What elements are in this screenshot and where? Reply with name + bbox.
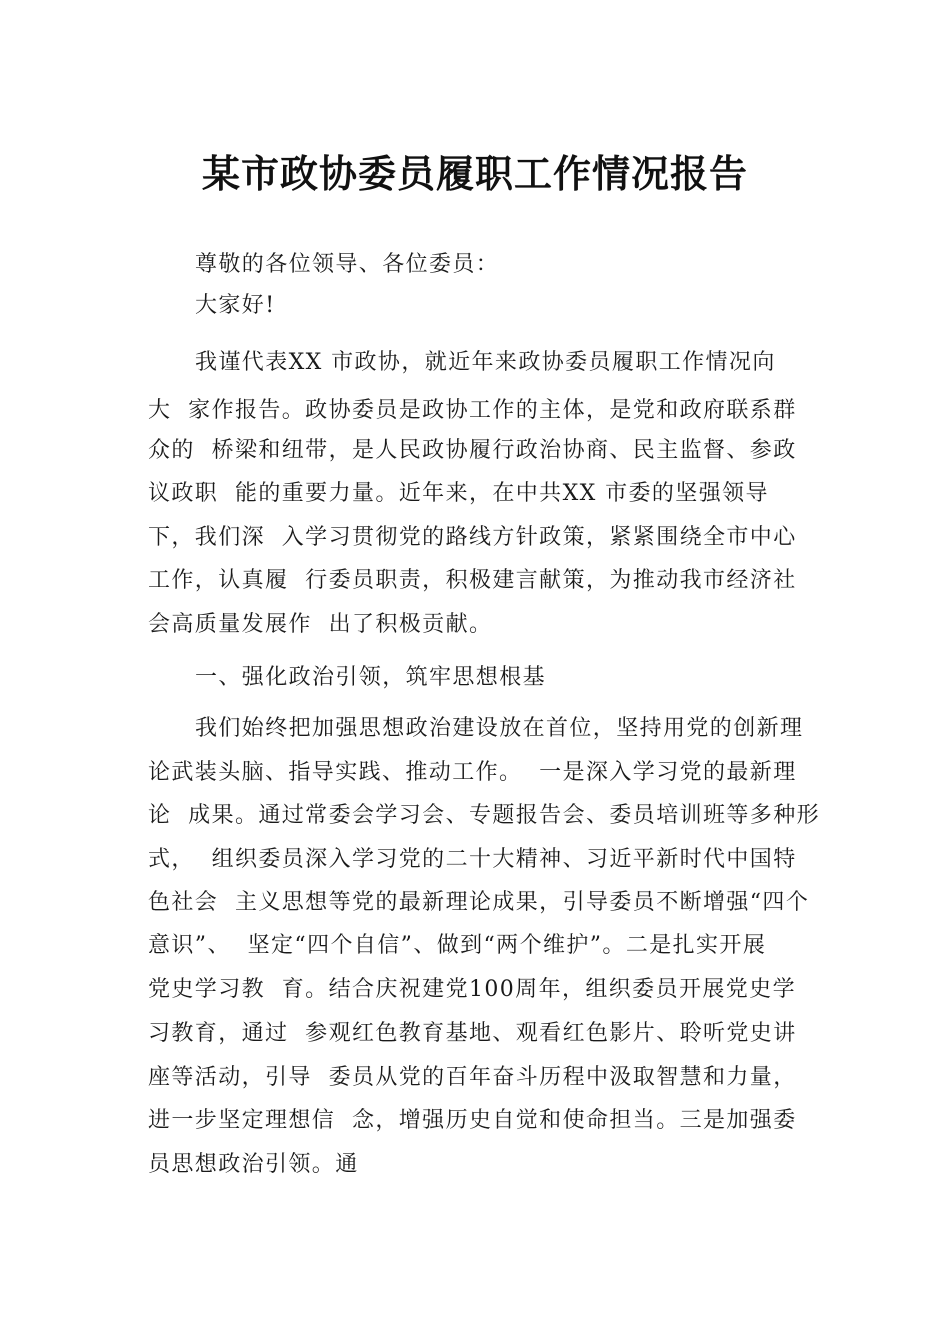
intro-line: 大 家作报告。政协委员是政协工作的主体，是党和政府联系群: [148, 398, 797, 423]
intro-line: 工作，认真履 行委员职责，积极建言献策，为推动我市经济社: [148, 568, 797, 593]
intro-line: 众的 桥梁和纽带，是人民政协履行政治协商、民主监督、参政: [148, 438, 797, 463]
section1-line: 意识”、 坚定“四个自信”、做到“两个维护”。二是扎实开展: [148, 933, 767, 958]
document-title: 某市政协委员履职工作情况报告: [201, 152, 748, 196]
section1-line: 座等活动，引导 委员从党的百年奋斗历程中汲取智慧和力量，: [148, 1065, 797, 1090]
section1-line: 我们始终把加强思想政治建设放在首位，坚持用党的创新理: [195, 716, 804, 741]
section1-line: 员思想政治引领。通: [148, 1152, 359, 1177]
greeting: 大家好!: [195, 293, 276, 318]
section1-line: 进一步坚定理想信 念，增强历史自觉和使命担当。三是加强委: [148, 1108, 797, 1133]
section-heading: 一、强化政治引领，筑牢思想根基: [195, 665, 547, 690]
intro-line: 会高质量发展作 出了积极贡献。: [148, 612, 493, 637]
intro-line: 我谨代表XX 市政协，就近年来政协委员履职工作情况向: [195, 350, 776, 375]
section1-line: 论武装头脑、指导实践、推动工作。 一是深入学习党的最新理: [148, 760, 797, 785]
section1-line: 习教育，通过 参观红色教育基地、观看红色影片、聆听党史讲: [148, 1021, 797, 1046]
intro-line: 下，我们深 入学习贯彻党的路线方针政策，紧紧围绕全市中心: [148, 525, 797, 550]
section1-line: 色社会 主义思想等党的最新理论成果，引导委员不断增强“四个: [148, 890, 810, 915]
salutation: 尊敬的各位领导、各位委员：: [195, 252, 500, 277]
intro-line: 议政职 能的重要力量。近年来，在中共XX 市委的坚强领导: [148, 481, 769, 506]
section1-line: 党史学习教 育。结合庆祝建党100周年，组织委员开展党史学: [148, 977, 796, 1002]
section1-line: 式， 组织委员深入学习党的二十大精神、习近平新时代中国特: [148, 847, 797, 872]
section1-line: 论 成果。通过常委会学习会、专题报告会、委员培训班等多种形: [148, 803, 820, 828]
